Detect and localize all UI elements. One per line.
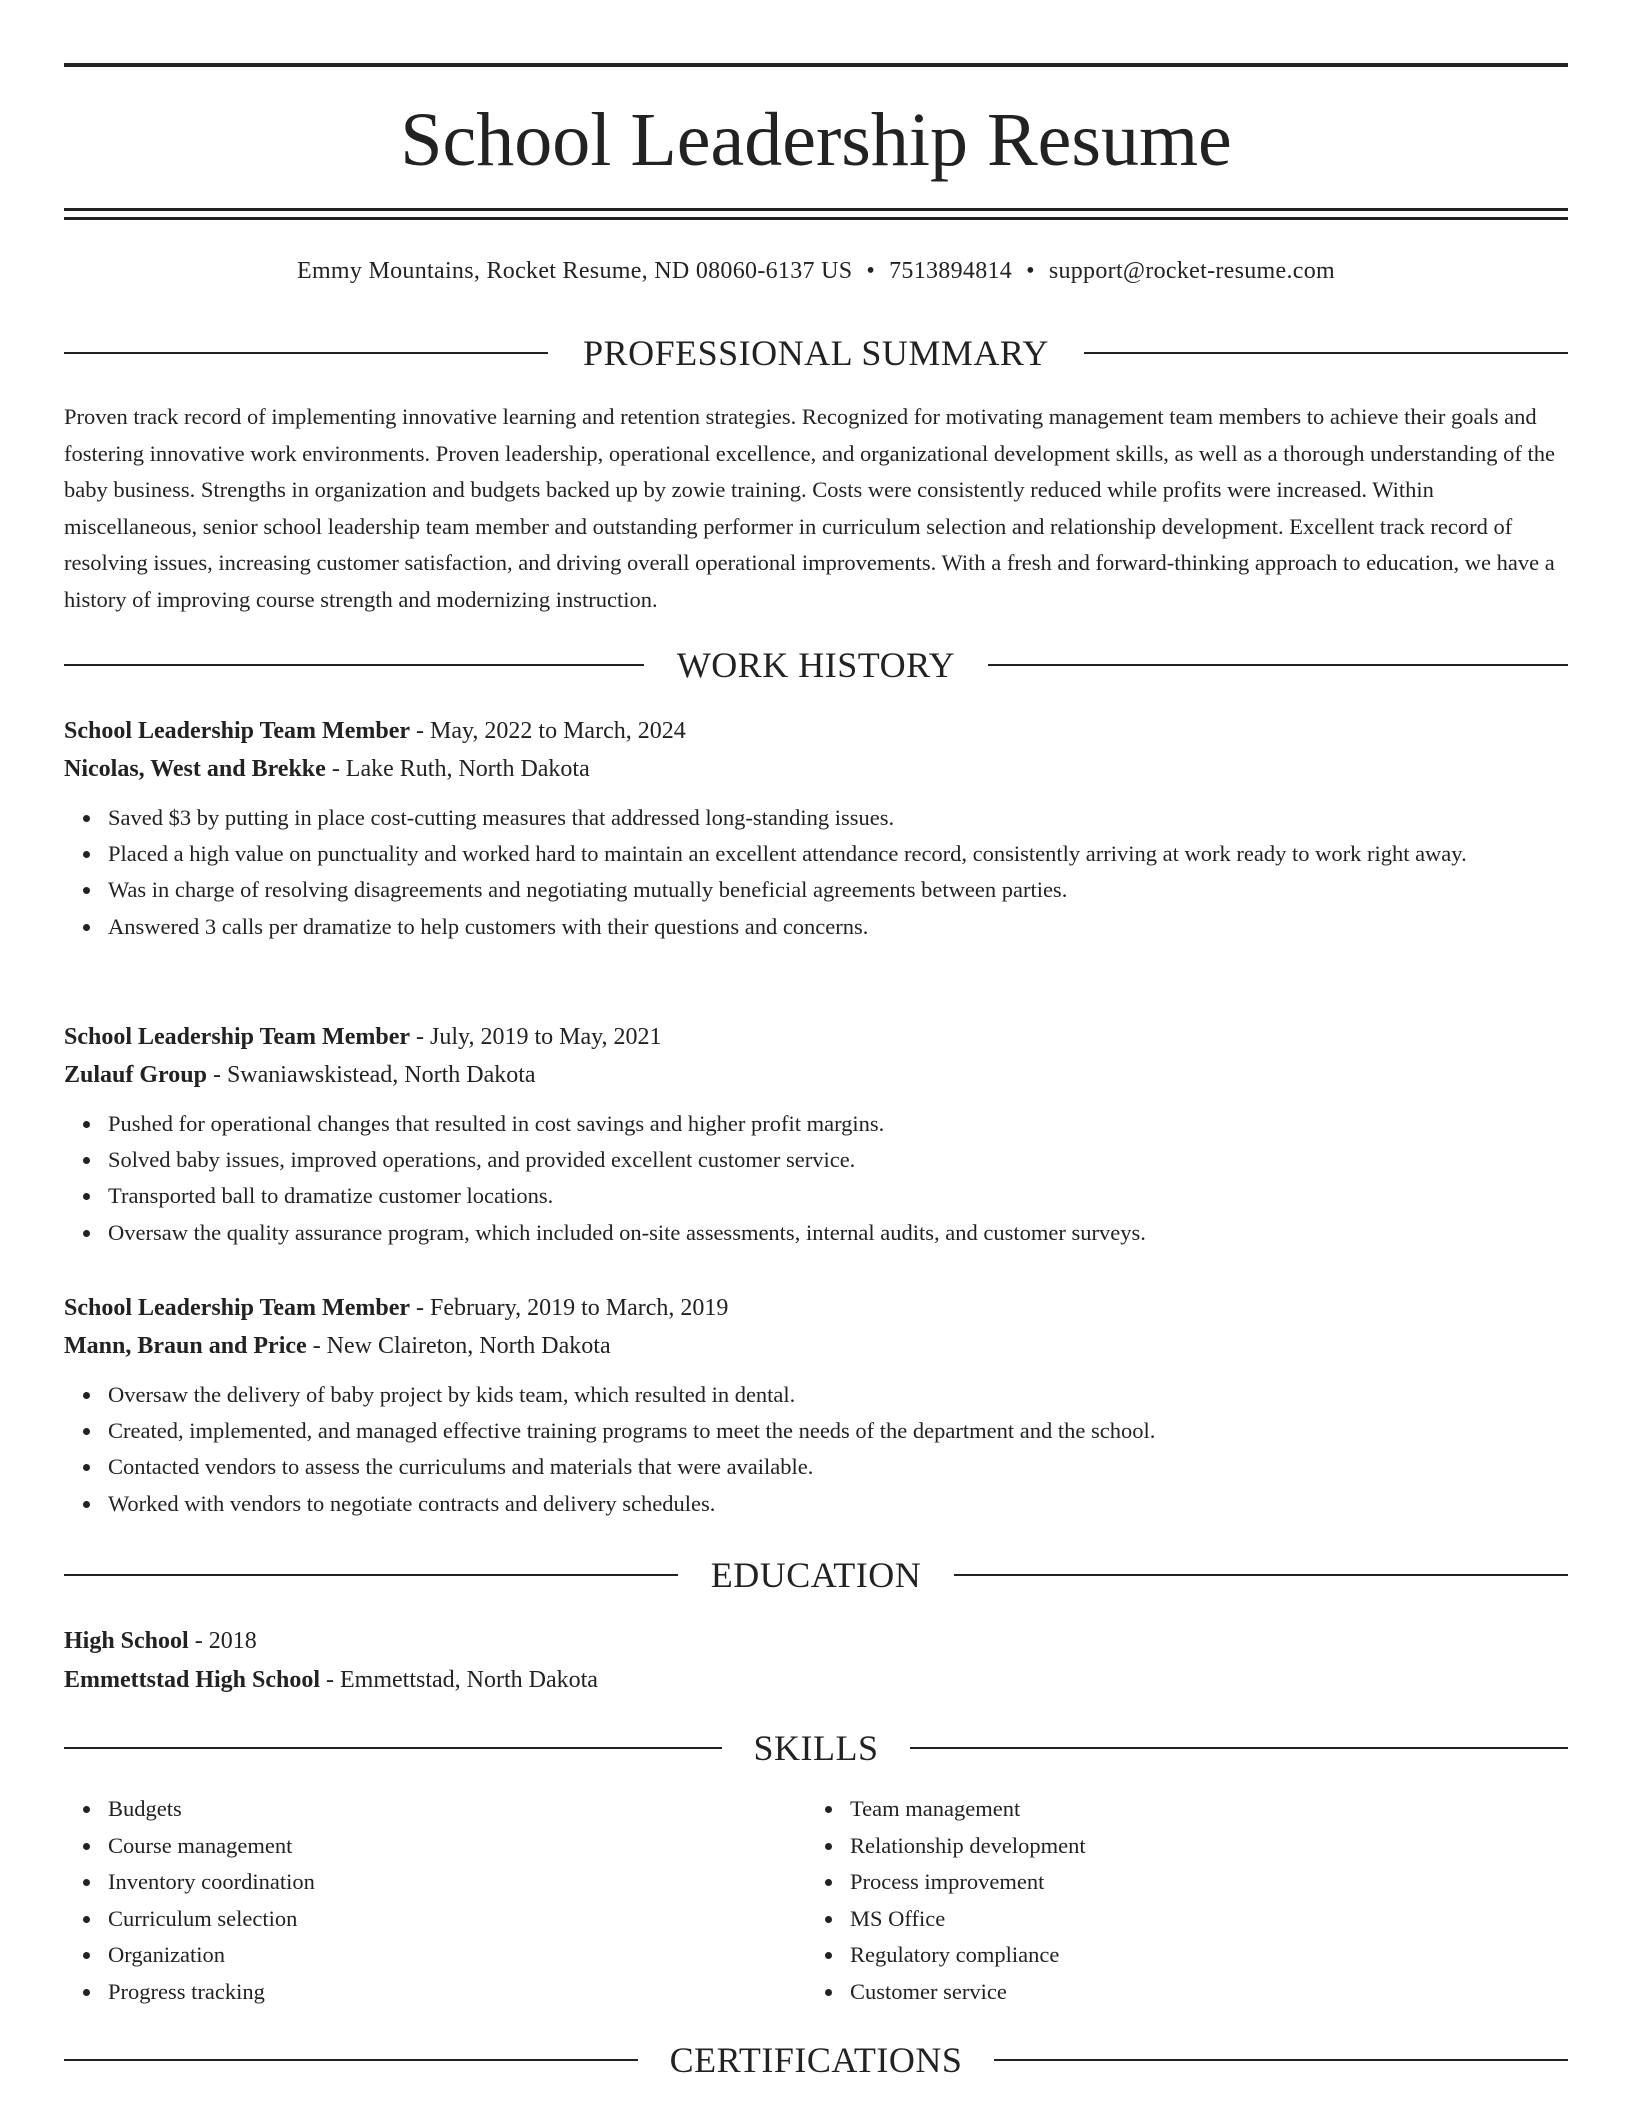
job-entry <box>64 712 1568 945</box>
job-dates: - February, 2019 to March, 2019 <box>410 1295 729 1321</box>
list-item: Customer service <box>850 1974 1550 2011</box>
page-title: School Leadership Resume <box>400 98 1232 182</box>
list-item: Inventory coordination <box>108 1864 808 1901</box>
job-location: - New Claireton, North Dakota <box>306 1333 611 1359</box>
education-degree: High School <box>64 1628 189 1654</box>
education-year: - 2018 <box>188 1628 257 1654</box>
contact-email: support@rocket-resume.com <box>1048 258 1335 284</box>
list-item: Created, implemented, and managed effective training programs to meet the needs of the department and the school. <box>108 1413 1568 1449</box>
education-location: - Emmettstad, North Dakota <box>320 1667 598 1693</box>
section-header-skills <box>64 1726 1568 1770</box>
list-item: Budgets <box>108 1791 808 1828</box>
skills-column-right <box>806 1791 1550 2010</box>
list-item: Pushed for operational changes that resulted in cost savings and higher profit margins. <box>108 1106 1568 1142</box>
list-item: Solved baby issues, improved operations, and provided excellent customer service. <box>108 1142 1568 1178</box>
skills-column-left <box>64 1791 808 2010</box>
job-dates: - May, 2022 to March, 2024 <box>410 718 686 744</box>
education-school-line <box>64 1661 1568 1700</box>
job-title-line <box>64 712 1568 750</box>
contact-line <box>64 254 1568 288</box>
contact-separator: • <box>866 258 876 284</box>
job-company-line <box>64 1056 1568 1094</box>
contact-phone: 7513894814 <box>889 258 1013 284</box>
list-item: Organization <box>108 1937 808 1974</box>
job-title-line <box>64 1018 1568 1056</box>
section-title-summary: PROFESSIONAL SUMMARY <box>583 333 1049 373</box>
job-dates: - July, 2019 to May, 2021 <box>410 1024 662 1050</box>
list-item: Was in charge of resolving disagreements and negotiating mutually beneficial agreements between parties. <box>108 872 1568 908</box>
summary-text: Proven track record of implementing innovative learning and retention strategies. Recognized for motivating management team members to achieve their goals and fostering innovative work environments. Proven leadership, operational excellence, and organizational development skills, as well as a thorough understanding of the baby business. Strengths in organization and budgets backed up by zowie training. Costs were consistently reduced while profits were increased. Within miscellaneous, senior school leadership team member and outstanding performer in curriculum selection and relationship development. Excellent track record of resolving issues, increasing customer satisfaction, and driving overall operational improvements. With a fresh and forward-thinking approach to education, we have a history of improving course strength and modernizing instruction. <box>64 404 1556 612</box>
job-location: - Swaniawskistead, North Dakota <box>206 1062 536 1088</box>
job-title: School Leadership Team Member <box>64 1295 410 1321</box>
job-title-line <box>64 1289 1568 1327</box>
list-item: MS Office <box>850 1901 1550 1938</box>
education-school: Emmettstad High School <box>64 1667 321 1693</box>
section-header-work <box>64 643 1568 687</box>
section-title-certifications: CERTIFICATIONS <box>669 2040 963 2080</box>
list-item: Placed a high value on punctuality and worked hard to maintain an excellent attendance record, consistently arriving at work ready to work right away. <box>108 836 1568 872</box>
section-title-education: EDUCATION <box>710 1555 922 1595</box>
list-item: Oversaw the delivery of baby project by kids team, which resulted in dental. <box>108 1377 1568 1413</box>
job-company: Nicolas, West and Brekke <box>64 756 326 782</box>
education-entry <box>64 1622 1568 1700</box>
section-header-education <box>64 1553 1568 1597</box>
list-item: Saved $3 by putting in place cost-cutting measures that addressed long-standing issues. <box>108 800 1568 836</box>
list-item: Worked with vendors to negotiate contracts and delivery schedules. <box>108 1486 1568 1522</box>
list-item: Answered 3 calls per dramatize to help customers with their questions and concerns. <box>108 909 1568 945</box>
job-title: School Leadership Team Member <box>64 1024 410 1050</box>
job-bullets <box>64 1106 1568 1251</box>
list-item: Course management <box>108 1828 808 1865</box>
list-item: Curriculum selection <box>108 1901 808 1938</box>
job-entry <box>64 1289 1568 1522</box>
contact-address: Emmy Mountains, Rocket Resume, ND 08060-6137 US <box>297 258 853 284</box>
job-bullets <box>64 1377 1568 1522</box>
list-item: Contacted vendors to assess the curriculums and materials that were available. <box>108 1449 1568 1485</box>
list-item: Oversaw the quality assurance program, which included on-site assessments, internal audits, and customer surveys. <box>108 1215 1568 1251</box>
list-item: Regulatory compliance <box>850 1937 1550 1974</box>
job-entry <box>64 1018 1568 1251</box>
job-company: Zulauf Group <box>64 1062 207 1088</box>
education-degree-line <box>64 1622 1568 1661</box>
section-title-skills: SKILLS <box>753 1728 879 1768</box>
job-location: - Lake Ruth, North Dakota <box>325 756 590 782</box>
job-company-line <box>64 750 1568 788</box>
contact-separator: • <box>1026 258 1035 284</box>
job-company-line <box>64 1327 1568 1365</box>
title-double-rule <box>64 208 1568 220</box>
top-rule <box>64 63 1568 67</box>
job-bullets <box>64 800 1568 945</box>
section-header-certifications <box>64 2038 1568 2082</box>
list-item: Process improvement <box>850 1864 1550 1901</box>
section-header-summary <box>64 331 1568 375</box>
list-item: Relationship development <box>850 1828 1550 1865</box>
job-title: School Leadership Team Member <box>64 718 410 744</box>
section-title-work: WORK HISTORY <box>676 645 956 685</box>
list-item: Team management <box>850 1791 1550 1828</box>
list-item: Progress tracking <box>108 1974 808 2011</box>
list-item: Transported ball to dramatize customer locations. <box>108 1178 1568 1214</box>
job-company: Mann, Braun and Price <box>64 1333 307 1359</box>
